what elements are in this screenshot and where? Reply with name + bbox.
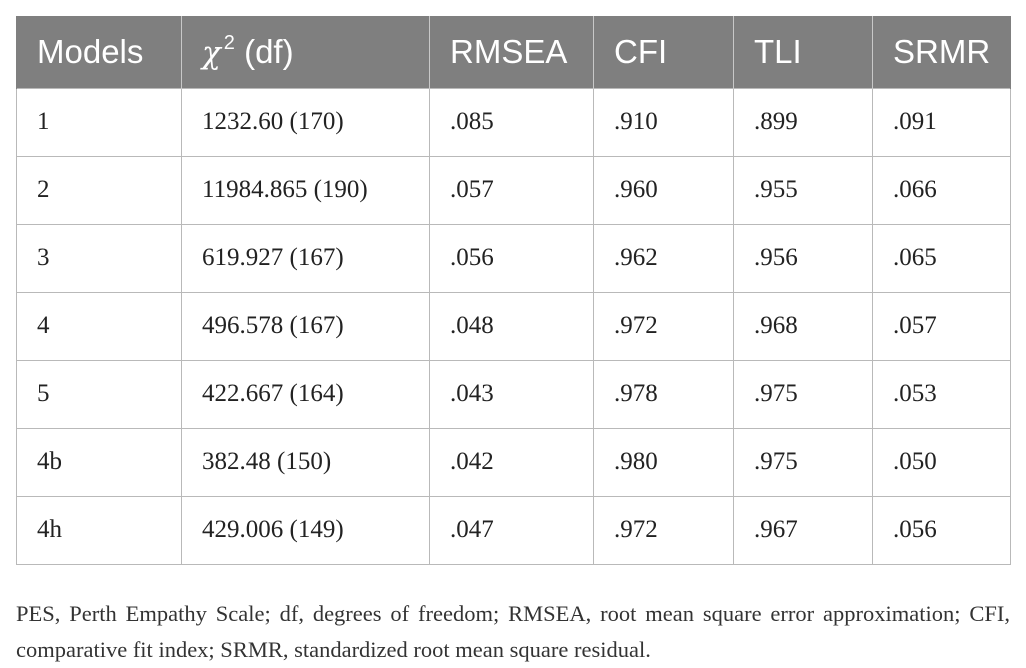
header-row xyxy=(17,16,1011,88)
cell-srmr: .065 xyxy=(873,224,1011,292)
cell-srmr: .053 xyxy=(873,360,1011,428)
table-body xyxy=(17,88,1011,564)
cell-cfi: .980 xyxy=(594,428,734,496)
cell-tli: .975 xyxy=(734,360,873,428)
table-row xyxy=(17,360,1011,428)
cell-chi-square: 422.667 (164) xyxy=(182,360,430,428)
cell-cfi: .972 xyxy=(594,292,734,360)
cell-chi-square: 1232.60 (170) xyxy=(182,88,430,156)
cell-rmsea: .057 xyxy=(430,156,594,224)
fit-indices-table xyxy=(16,16,1011,565)
fit-indices-table-container xyxy=(16,16,1010,565)
cell-cfi: .910 xyxy=(594,88,734,156)
cell-cfi: .972 xyxy=(594,496,734,564)
cell-model: 5 xyxy=(17,360,182,428)
cell-chi-square: 496.578 (167) xyxy=(182,292,430,360)
cell-rmsea: .085 xyxy=(430,88,594,156)
cell-cfi: .978 xyxy=(594,360,734,428)
cell-model: 3 xyxy=(17,224,182,292)
cell-rmsea: .048 xyxy=(430,292,594,360)
chi-df-label: (df) xyxy=(244,32,294,70)
cell-srmr: .056 xyxy=(873,496,1011,564)
header-tli: TLI xyxy=(734,16,873,88)
cell-model: 2 xyxy=(17,156,182,224)
cell-chi-square: 619.927 (167) xyxy=(182,224,430,292)
chi-symbol: χ xyxy=(202,34,221,71)
table-row xyxy=(17,496,1011,564)
cell-rmsea: .047 xyxy=(430,496,594,564)
cell-srmr: .066 xyxy=(873,156,1011,224)
cell-rmsea: .056 xyxy=(430,224,594,292)
cell-chi-square: 429.006 (149) xyxy=(182,496,430,564)
cell-tli: .975 xyxy=(734,428,873,496)
header-srmr: SRMR xyxy=(873,16,1011,88)
cell-tli: .956 xyxy=(734,224,873,292)
cell-rmsea: .043 xyxy=(430,360,594,428)
table-footnote: PES, Perth Empathy Scale; df, degrees of freedom; RMSEA, root mean square error approximation; CFI, comparative fit index; SRMR, standardized root mean square residual. xyxy=(16,600,1010,662)
cell-tli: .899 xyxy=(734,88,873,156)
cell-chi-square: 382.48 (150) xyxy=(182,428,430,496)
cell-model: 1 xyxy=(17,88,182,156)
cell-tli: .967 xyxy=(734,496,873,564)
chi-superscript: 2 xyxy=(223,31,235,54)
cell-srmr: .057 xyxy=(873,292,1011,360)
cell-srmr: .091 xyxy=(873,88,1011,156)
cell-cfi: .960 xyxy=(594,156,734,224)
cell-tli: .968 xyxy=(734,292,873,360)
header-chi-square xyxy=(182,16,430,88)
cell-model: 4b xyxy=(17,428,182,496)
cell-rmsea: .042 xyxy=(430,428,594,496)
header-rmsea: RMSEA xyxy=(430,16,594,88)
table-header xyxy=(17,16,1011,88)
header-cfi: CFI xyxy=(594,16,734,88)
cell-model: 4h xyxy=(17,496,182,564)
cell-cfi: .962 xyxy=(594,224,734,292)
cell-model: 4 xyxy=(17,292,182,360)
cell-chi-square: 11984.865 (190) xyxy=(182,156,430,224)
table-row xyxy=(17,428,1011,496)
table-row xyxy=(17,224,1011,292)
table-row xyxy=(17,292,1011,360)
cell-tli: .955 xyxy=(734,156,873,224)
table-row xyxy=(17,88,1011,156)
cell-srmr: .050 xyxy=(873,428,1011,496)
header-models: Models xyxy=(17,16,182,88)
table-row xyxy=(17,156,1011,224)
